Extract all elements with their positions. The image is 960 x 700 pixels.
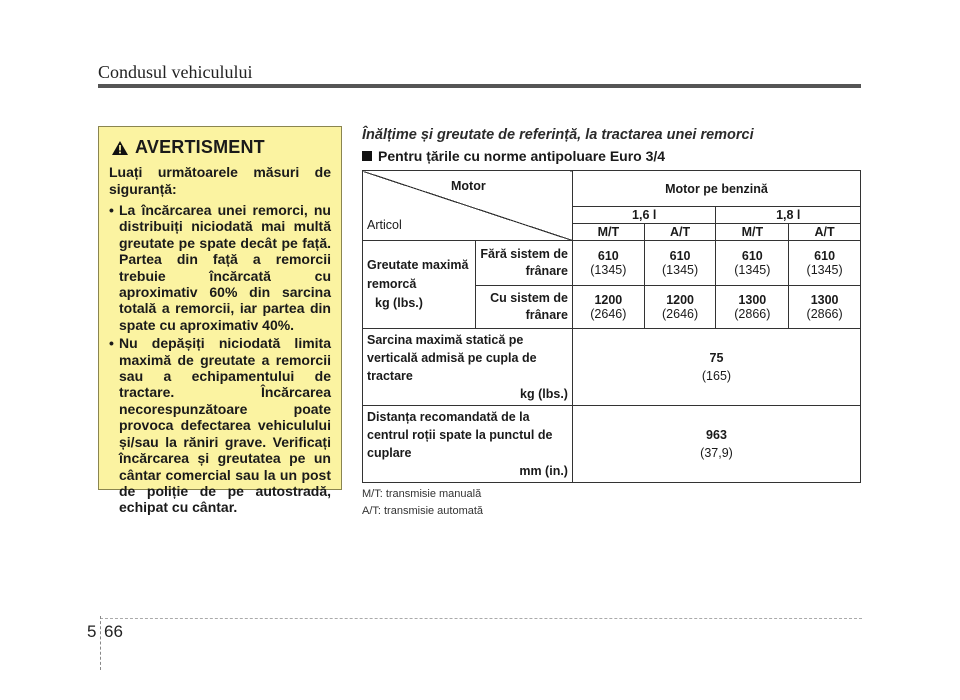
cell-value: 1200 xyxy=(594,293,623,307)
warning-title: AVERTISMENT xyxy=(135,137,265,157)
section-subtitle-text: Pentru țările cu norme antipoluare Euro 3/4 xyxy=(378,148,666,164)
static-load-unit: kg (lbs.) xyxy=(520,387,568,401)
transmission-header: M/T xyxy=(572,224,644,241)
table-cell xyxy=(716,286,789,329)
hitch-distance-in: (37,9) xyxy=(700,446,733,460)
static-load-value xyxy=(572,329,860,406)
max-trailer-weight-unit: kg (lbs.) xyxy=(375,296,423,310)
table-cell xyxy=(716,241,789,286)
max-trailer-weight-label xyxy=(363,241,476,329)
static-load-kg: 75 xyxy=(709,351,724,365)
cell-value-lbs: (1345) xyxy=(734,263,771,277)
with-brake-label: Cu sistem de frânare xyxy=(475,286,572,329)
footnote-mt: M/T: transmisie manuală xyxy=(362,488,482,500)
cell-value-lbs: (2646) xyxy=(662,307,699,321)
warning-triangle-icon xyxy=(111,140,129,156)
footer-rule xyxy=(100,618,862,619)
corner-item-label: Articol xyxy=(367,218,402,232)
cell-value-lbs: (2866) xyxy=(806,307,843,321)
hitch-distance-mm: 963 xyxy=(706,428,727,442)
transmission-header: M/T xyxy=(716,224,789,241)
page-header-title: Condusul vehiculului xyxy=(98,62,253,82)
warning-box xyxy=(98,126,342,516)
cell-value-lbs: (1345) xyxy=(662,263,699,277)
square-bullet-icon xyxy=(362,151,372,161)
cell-value-lbs: (2646) xyxy=(590,307,627,321)
hitch-distance-value xyxy=(572,406,860,483)
cell-value: 610 xyxy=(669,249,691,263)
page-number: 66 xyxy=(104,622,123,641)
hitch-distance-text: Distanța recomandată de la centrul roții spate la punctul de cuplare xyxy=(367,410,553,460)
warning-item: • Nu depășiți niciodată limita maximă de greutate a remorcii sau a echipamentului de tractare. Încărcarea necorespunzătoare poate provoca defectarea vehiculului și/sau la răniri grave. Verificați încărcarea și greutatea pe un cântar comercial sau la un post de poliție de pe autostradă, echipat cu cântar. xyxy=(109,335,331,515)
section-title: Înălțime și greutate de referință, la tractarea unei remorci xyxy=(362,127,754,143)
cell-value: 1300 xyxy=(738,293,767,307)
corner-motor-label: Motor xyxy=(451,179,486,193)
no-brake-label: Fără sistem de frânare xyxy=(475,241,572,286)
cell-value: 1200 xyxy=(666,293,694,307)
warning-intro: Luați următoarele măsuri de siguranță: xyxy=(109,164,331,197)
warning-item: • La încărcarea unei remorci, nu distribuiți niciodată mai multă greutate pe spate decât pe față. Partea din față a remorcii trebuie încărcată cu aproximativ 60% din sarcina totală a remorcii, iar partea din spate cu aproximativ 40%. xyxy=(109,202,331,333)
table-cell xyxy=(789,241,861,286)
warning-list xyxy=(109,202,331,516)
chapter-number: 5 xyxy=(87,622,97,641)
max-trailer-weight-text: Greutate maximă remorcă xyxy=(367,258,469,291)
hitch-distance-unit: mm (in.) xyxy=(519,464,568,478)
header-rule xyxy=(98,84,861,88)
footnote-at: A/T: transmisie automată xyxy=(362,505,484,517)
engine-size-header: 1,8 l xyxy=(716,207,861,224)
cell-value-lbs: (2866) xyxy=(734,307,771,321)
engine-type-header: Motor pe benzină xyxy=(572,171,860,207)
cell-value: 610 xyxy=(741,249,763,263)
footer-divider xyxy=(100,616,101,670)
engine-size-header: 1,6 l xyxy=(572,207,716,224)
cell-value: 610 xyxy=(597,249,619,263)
transmission-header: A/T xyxy=(789,224,861,241)
cell-value-lbs: (1345) xyxy=(806,263,843,277)
section-subtitle xyxy=(362,148,665,164)
cell-value-lbs: (1345) xyxy=(590,263,627,277)
cell-value: 610 xyxy=(814,249,836,263)
towing-spec-table xyxy=(362,170,861,483)
static-load-text: Sarcina maximă statică pe verticală admisă pe cupla de tractare xyxy=(367,333,537,383)
table-cell xyxy=(572,286,644,329)
static-load-lbs: (165) xyxy=(701,369,732,383)
table-cell xyxy=(644,241,716,286)
static-load-label xyxy=(363,329,573,406)
hitch-distance-label xyxy=(363,406,573,483)
table-corner-cell xyxy=(363,171,573,241)
warning-header xyxy=(111,137,331,158)
table-cell xyxy=(644,286,716,329)
cell-value: 1300 xyxy=(810,293,839,307)
table-cell xyxy=(572,241,644,286)
transmission-header: A/T xyxy=(644,224,716,241)
table-cell xyxy=(789,286,861,329)
